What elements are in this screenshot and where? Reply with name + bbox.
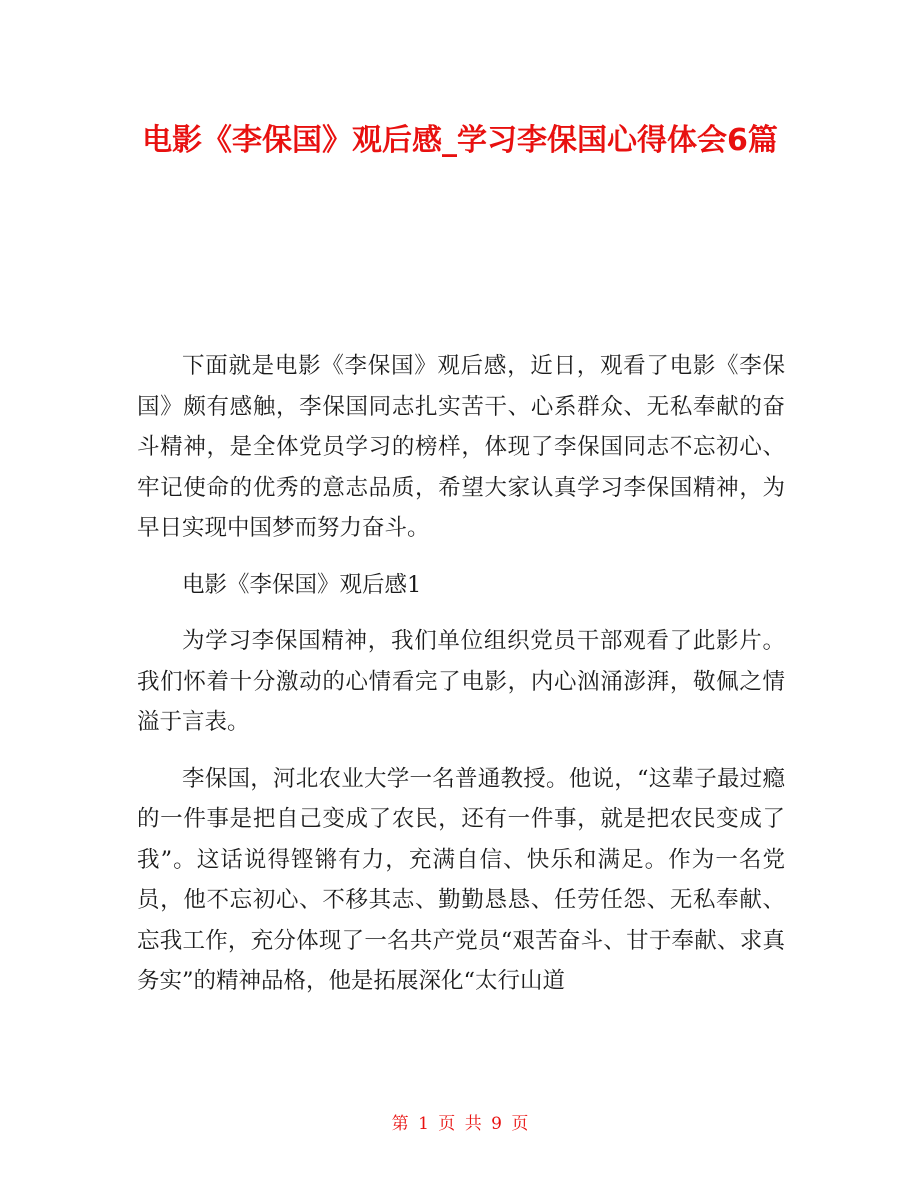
page-number-footer: 第 1 页 共 9 页 <box>391 1114 529 1134</box>
document-title: 电影《李保国》观后感_学习李保国心得体会6篇 <box>142 123 778 158</box>
document-body <box>137 346 785 1018</box>
body-paragraph: 李保国，河北农业大学一名普通教授。他说，“这辈子最过瘾的一件事是把自己变成了农民，还有一件事，就是把农民变成了我”。这话说得铿锵有力，充满自信、快乐和满足。作为一名党员，他不忘初心、不移其志、勤勤恳恳、任劳任怨、无私奉献、忘我工作，充分体现了一名共产党员“艰苦奋斗、甘于奉献、求真务实”的精神品格，他是拓展深化“太行山道 <box>137 765 785 994</box>
intro-paragraph: 下面就是电影《李保国》观后感，近日，观看了电影《李保国》颇有感触，李保国同志扎实苦干、心系群众、无私奉献的奋斗精神，是全体党员学习的榜样，体现了李保国同志不忘初心、牢记使命的优秀的意志品质，希望大家认真学习李保国精神，为早日实现中国梦而努力奋斗。 <box>137 353 785 541</box>
section-heading: 电影《李保国》观后感1 <box>182 571 422 598</box>
body-paragraph: 为学习李保国精神，我们单位组织党员干部观看了此影片。我们怀着十分激动的心情看完了电影，内心汹涌澎湃，敬佩之情溢于言表。 <box>137 628 785 735</box>
